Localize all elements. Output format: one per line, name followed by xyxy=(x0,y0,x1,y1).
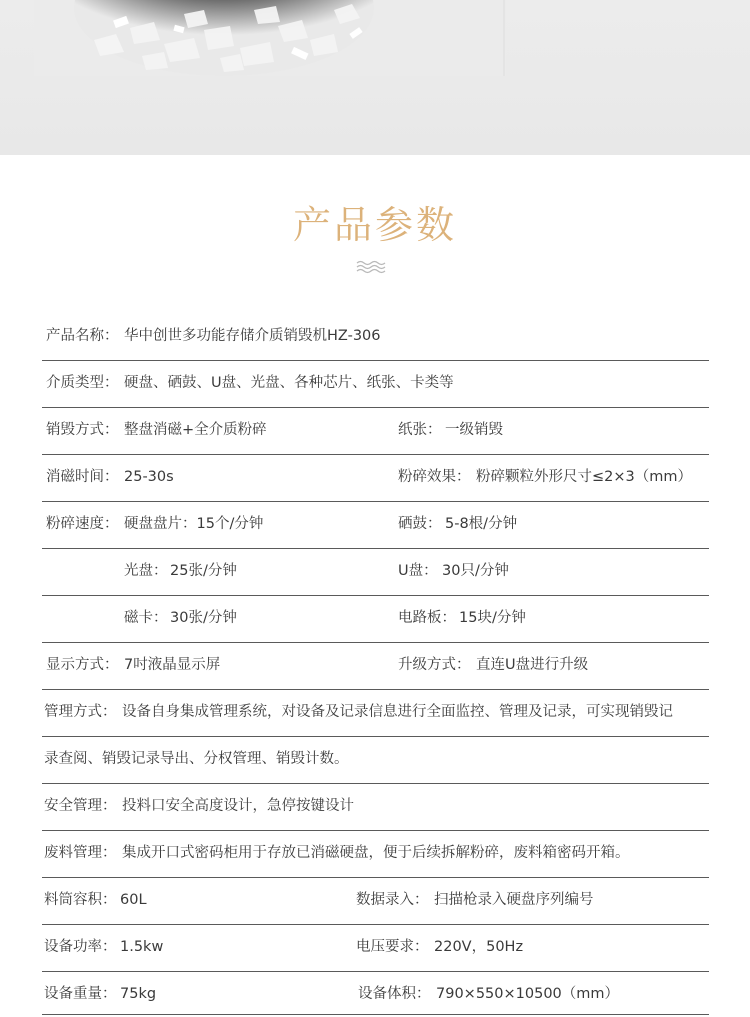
spec-value: 30张/分钟 xyxy=(170,610,237,626)
table-row xyxy=(42,968,709,1015)
spec-label: 消磁时间： xyxy=(46,469,119,485)
spec-label: 升级方式： xyxy=(398,657,471,673)
table-row xyxy=(42,408,709,455)
spec-label: 电路板： xyxy=(398,610,456,626)
spec-value: 220V，50Hz xyxy=(434,939,524,955)
table-row xyxy=(42,502,709,549)
spec-label: U盘： xyxy=(398,563,438,579)
spec-value: 15块/分钟 xyxy=(459,610,526,626)
table-row xyxy=(42,737,709,784)
table-row xyxy=(42,925,709,972)
spec-label: 粉碎速度： xyxy=(46,516,119,532)
section-title: 产品参数 xyxy=(292,203,457,247)
spec-label: 设备功率： xyxy=(44,939,117,955)
spec-label: 废料管理： xyxy=(44,845,117,861)
spec-label: 料筒容积： xyxy=(44,892,117,908)
spec-value: 直连U盘进行升级 xyxy=(476,657,589,673)
spec-value: 整盘消磁+全介质粉碎 xyxy=(124,422,267,438)
spec-label: 产品名称： xyxy=(46,328,119,344)
spec-label: 设备重量： xyxy=(44,986,117,1002)
table-row xyxy=(42,784,709,831)
spec-value: 华中创世多功能存储介质销毁机HZ-306 xyxy=(124,328,381,344)
spec-value: 60L xyxy=(120,892,147,908)
spec-label: 纸张： xyxy=(398,422,442,438)
spec-value: 集成开口式密码柜用于存放已消磁硬盘，便于后续拆解粉碎，废料箱密码开箱。 xyxy=(122,845,630,861)
spec-label: 粉碎效果： xyxy=(398,469,471,485)
spec-value: 扫描枪录入硬盘序列编号 xyxy=(434,892,594,908)
spec-value: 一级销毁 xyxy=(445,422,503,438)
spec-label: 介质类型： xyxy=(46,375,119,391)
spec-value: 7吋液晶显示屏 xyxy=(124,657,221,673)
spec-value: 硬盘盘片：15个/分钟 xyxy=(124,516,264,532)
spec-label: 管理方式： xyxy=(44,704,117,720)
spec-value: 5-8根/分钟 xyxy=(445,516,518,532)
spec-value: 投料口安全高度设计，急停按键设计 xyxy=(122,798,354,814)
spec-label: 设备体积： xyxy=(358,986,431,1002)
spec-label: 硒鼓： xyxy=(398,516,442,532)
spec-value: 硬盘、硒鼓、U盘、光盘、各种芯片、纸张、卡类等 xyxy=(124,375,454,391)
spec-value: 粉碎颗粒外形尺寸≤2×3（mm） xyxy=(476,469,692,485)
table-row xyxy=(42,361,709,408)
table-row xyxy=(42,643,709,690)
spec-label: 显示方式： xyxy=(46,657,119,673)
table-row xyxy=(42,831,709,878)
spec-label: 光盘： xyxy=(124,563,168,579)
spec-label: 安全管理： xyxy=(44,798,117,814)
spec-value: 25张/分钟 xyxy=(170,563,237,579)
table-row xyxy=(42,878,709,925)
table-row xyxy=(42,549,709,596)
spec-label: 磁卡： xyxy=(124,610,168,626)
spec-label: 电压要求： xyxy=(356,939,429,955)
table-row xyxy=(42,314,709,361)
spec-value: 设备自身集成管理系统，对设备及记录信息进行全面监控、管理及记录，可实现销毁记 xyxy=(122,704,673,720)
spec-label: 销毁方式： xyxy=(46,422,119,438)
spec-value: 25-30s xyxy=(124,469,174,485)
table-row xyxy=(42,690,709,737)
table-row xyxy=(42,455,709,502)
spec-value: 1.5kw xyxy=(120,939,164,955)
spec-value: 75kg xyxy=(120,986,157,1002)
table-row xyxy=(42,596,709,643)
spec-value-continued: 录查阅、销毁记录导出、分权管理、销毁计数。 xyxy=(44,751,349,767)
spec-value: 30只/分钟 xyxy=(442,563,509,579)
spec-label: 数据录入： xyxy=(356,892,429,908)
spec-value: 790×550×10500（mm） xyxy=(436,986,620,1002)
